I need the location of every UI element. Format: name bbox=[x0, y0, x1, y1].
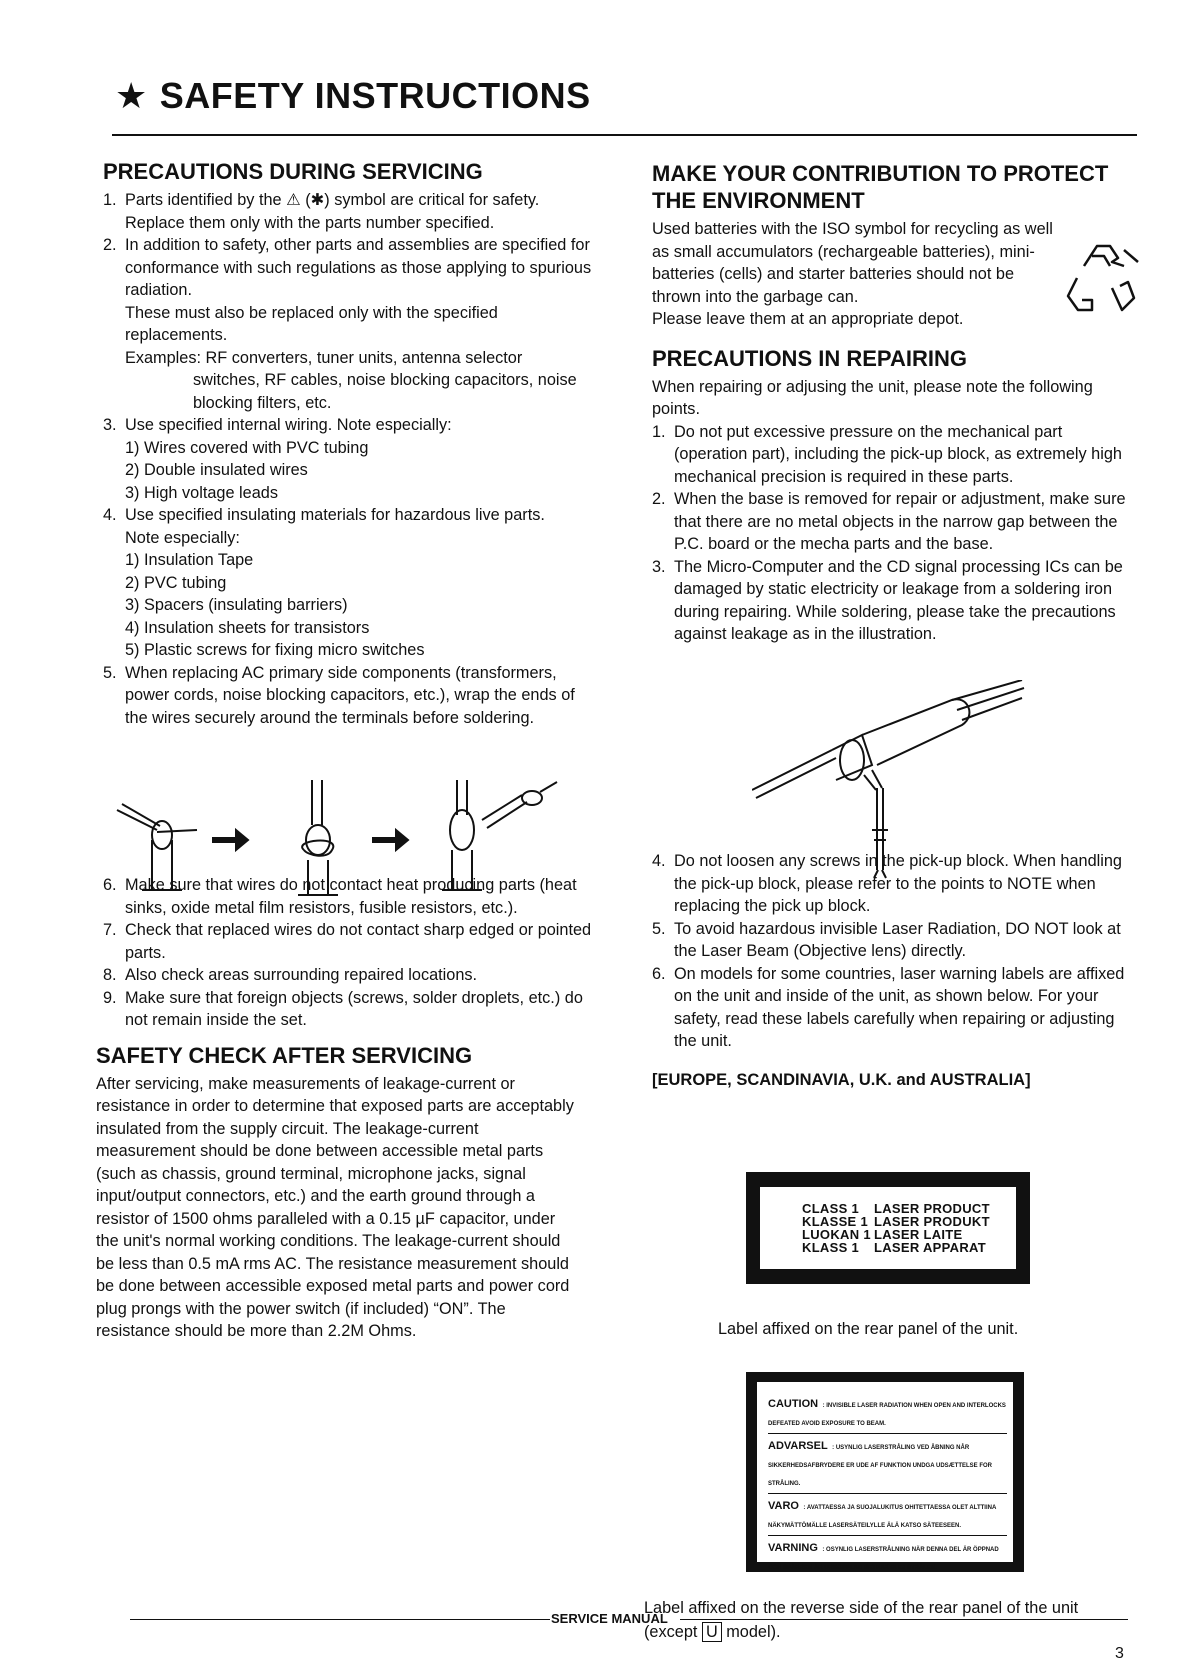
item-text: The Micro-Computer and the CD signal processing ICs can be damaged by static electricity or leakage from a soldering iron during repairing. While soldering, please take the precautions against leakage as in the illustration. bbox=[674, 557, 1123, 643]
footer-text: SERVICE MANUAL bbox=[551, 1611, 668, 1626]
label2-caption-c: model). bbox=[726, 1623, 781, 1641]
item-number: 4. bbox=[652, 852, 666, 870]
list-item bbox=[652, 556, 1140, 646]
item-text: Use specified insulating materials for hazardous live parts. bbox=[125, 506, 545, 524]
item-number: 1. bbox=[103, 191, 117, 209]
item-number: 6. bbox=[652, 964, 666, 983]
caution-text: : OSYNLIG LASERSTRÅLNING NÄR DENNA DEL ÄR ÖPPNAD OCH SPÄRREN ÄR URKOPPLAD BETRAKTA EJ STRÅLEN. bbox=[768, 1547, 999, 1571]
recycling-icon bbox=[1062, 238, 1142, 318]
laser-caution-label bbox=[746, 1372, 1024, 1572]
list-item bbox=[103, 874, 598, 919]
list-item bbox=[103, 189, 598, 234]
footer-rule-left bbox=[130, 1619, 550, 1620]
repairing-list bbox=[652, 421, 1140, 646]
title-rule bbox=[112, 134, 1137, 136]
label-row-class: KLASS 1 bbox=[802, 1240, 860, 1255]
item-number: 3. bbox=[652, 557, 666, 576]
caution-block bbox=[768, 1392, 1007, 1434]
list-item bbox=[652, 918, 1140, 963]
item-text: Replace them only with the parts number specified. bbox=[125, 213, 495, 232]
caution-text: : INVISIBLE LASER RADIATION WHEN OPEN AND INTERLOCKS DEFEATED AVOID EXPOSURE TO BEAM. bbox=[768, 1403, 1006, 1427]
precautions-servicing-heading: PRECAUTIONS DURING SERVICING bbox=[103, 159, 483, 184]
caution-block bbox=[768, 1494, 1007, 1536]
repairing-heading: PRECAUTIONS IN REPAIRING bbox=[652, 345, 967, 371]
item-number: 2. bbox=[103, 236, 117, 254]
label-row-class: KLASSE 1 bbox=[802, 1214, 868, 1229]
item-text: On models for some countries, laser warning labels are affixed on the unit and inside of the unit, as shown below. For your safety, read these labels carefully when repairing or adjusting the unit. bbox=[674, 964, 1125, 1050]
sub-item: 4) Insulation sheets for transistors bbox=[125, 618, 370, 637]
item-note: Note especially: bbox=[125, 528, 240, 547]
laser-class-label bbox=[746, 1172, 1030, 1284]
list-item bbox=[103, 919, 598, 964]
item-text: Make sure that foreign objects (screws, solder droplets, etc.) do not remain inside the set. bbox=[125, 988, 583, 1029]
label2-caption bbox=[644, 1596, 1144, 1644]
environment-text-2: Please leave them at an appropriate depot. bbox=[652, 310, 964, 328]
examples-body: switches, RF cables, noise blocking capacitors, noise blocking filters, etc. bbox=[193, 371, 577, 412]
item-text: Do not put excessive pressure on the mechanical part (operation part), including the pick-up block, as extremely high mechanical precision is required in these parts. bbox=[674, 422, 1122, 486]
item-number: 5. bbox=[103, 663, 117, 682]
footer-rule-right bbox=[680, 1619, 1128, 1620]
item-text: Make sure that wires do not contact heat producing parts (heat sinks, oxide metal film resistors, fusible resistors, etc.). bbox=[125, 876, 577, 917]
safety-check-text: After servicing, make measurements of leakage-current or resistance in order to determine that exposed parts are acceptably insulated from the supply circuit. The leakage-current measurement should be done between accessible metal parts (such as chassis, ground terminal, microphone jacks, signal input/output connectors, etc.) and the earth ground through a resistor of 1500 ohms paralleled with a 0.15 µF capacitor, under the unit's normal working conditions. The leakage-current should be less than 0.5 mA rms AC. The resistance measurement should be done between accessible exposed metal parts and power cord plug prongs with the power switch (if included) “ON”. The resistance should be more than 2.2M Ohms. bbox=[96, 1074, 574, 1340]
label-row-class: CLASS 1 bbox=[802, 1201, 860, 1216]
model-u-box: U bbox=[702, 1622, 722, 1642]
label-row-product: LASER LAITE bbox=[874, 1227, 963, 1242]
list-item bbox=[103, 504, 598, 549]
examples-label: Examples: RF converters, tuner units, antenna selector bbox=[125, 348, 523, 367]
item-number: 7. bbox=[103, 921, 117, 939]
item-number: 6. bbox=[103, 876, 117, 894]
servicing-list-cont bbox=[103, 874, 598, 1032]
page-title-text: SAFETY INSTRUCTIONS bbox=[159, 75, 591, 116]
sub-item: 5) Plastic screws for fixing micro switches bbox=[125, 641, 425, 659]
laser-class-label-inner bbox=[760, 1187, 1016, 1269]
sub-item: 2) PVC tubing bbox=[125, 573, 227, 592]
list-item bbox=[103, 987, 598, 1032]
list-item bbox=[103, 964, 598, 987]
item-text: When replacing AC primary side components (transformers, power cords, noise blocking capacitors, etc.), wrap the ends of the wires securely around the terminals before soldering. bbox=[125, 663, 575, 727]
sub-item: 2) Double insulated wires bbox=[125, 461, 308, 479]
item-text: Check that replaced wires do not contact sharp edged or pointed parts. bbox=[125, 921, 592, 962]
right-column-lower bbox=[652, 850, 1140, 1091]
item-number: 8. bbox=[103, 966, 117, 984]
caution-block bbox=[768, 1434, 1007, 1494]
caution-head: VARNING bbox=[768, 1542, 818, 1554]
sub-item: 3) Spacers (insulating barriers) bbox=[125, 596, 348, 614]
list-item bbox=[103, 662, 598, 730]
servicing-list-cont bbox=[103, 504, 598, 549]
label-row bbox=[802, 1241, 986, 1254]
item-number: 9. bbox=[103, 988, 117, 1007]
item-text: To avoid hazardous invisible Laser Radiation, DO NOT look at the Laser Beam (Objective lens) directly. bbox=[674, 919, 1121, 960]
label2-caption-b: (except bbox=[644, 1623, 698, 1641]
label-row-product: LASER PRODUKT bbox=[874, 1214, 990, 1229]
region-heading: [EUROPE, SCANDINAVIA, U.K. and AUSTRALIA] bbox=[652, 1070, 1031, 1089]
item-number: 1. bbox=[652, 422, 666, 441]
sub-item: 3) High voltage leads bbox=[125, 483, 278, 502]
star-icon: ★ bbox=[115, 75, 148, 116]
sub-item: 1) Insulation Tape bbox=[125, 551, 254, 569]
item-text: When the base is removed for repair or adjustment, make sure that there are no metal objects in the narrow gap between the P.C. board or the mecha parts and the base. bbox=[674, 490, 1126, 553]
item-number: 5. bbox=[652, 919, 666, 938]
servicing-list bbox=[103, 189, 598, 347]
item-text: Do not loosen any screws in the pick-up block. When handling the pick-up block, please refer to the points to NOTE when replacing the pick up block. bbox=[674, 852, 1122, 915]
caution-head: VARO bbox=[768, 1500, 799, 1512]
list-item bbox=[652, 488, 1140, 556]
item-number: 4. bbox=[103, 506, 117, 524]
repairing-intro: When repairing or adjusing the unit, please note the following points. bbox=[652, 377, 1093, 418]
left-column-lower bbox=[96, 874, 598, 1343]
item-text: These must also be replaced only with the specified replacements. bbox=[125, 303, 498, 344]
caution-head: CAUTION bbox=[768, 1398, 819, 1410]
caution-head: ADVARSEL bbox=[768, 1440, 828, 1452]
list-item bbox=[103, 234, 598, 347]
list-item bbox=[652, 421, 1140, 489]
label-row-product: LASER APPARAT bbox=[874, 1240, 986, 1255]
item-text: In addition to safety, other parts and assemblies are specified for conformance with such regulations as those applying to spurious radiation. bbox=[125, 236, 592, 299]
list-item bbox=[652, 850, 1140, 918]
repairing-list-cont bbox=[652, 850, 1140, 1053]
environment-heading: MAKE YOUR CONTRIBUTION TO PROTECT THE ENVIRONMENT bbox=[652, 161, 1109, 213]
label2-caption-a: Label affixed on the reverse side of the rear panel of the unit bbox=[644, 1599, 1079, 1617]
caution-block bbox=[768, 1536, 1007, 1577]
label-row-class: LUOKAN 1 bbox=[802, 1227, 871, 1242]
item-text: Also check areas surrounding repaired locations. bbox=[125, 966, 478, 984]
right-column bbox=[652, 160, 1140, 646]
sub-item: 1) Wires covered with PVC tubing bbox=[125, 438, 369, 457]
label1-caption: Label affixed on the rear panel of the unit. bbox=[718, 1320, 1019, 1338]
servicing-list-cont bbox=[103, 662, 598, 730]
caution-text: : AVATTAESSA JA SUOJALUKITUS OHITETTAESSA OLET ALTTIINA NÄKYMÄTTÖMÄLLE LASERSÄTEILYLLE ÄLÄ KATSO SÄTEESEEN. bbox=[768, 1505, 997, 1529]
laser-caution-label-inner bbox=[757, 1382, 1013, 1571]
environment-text: Used batteries with the ISO symbol for recycling as well as small accumulators (rechargeable batteries), mini-batteries (cells) and starter batteries should not be thrown into the garbage can. bbox=[652, 220, 1053, 306]
list-item bbox=[103, 414, 598, 437]
item-number: 3. bbox=[103, 416, 117, 434]
page-title bbox=[115, 75, 591, 117]
item-text: Use specified internal wiring. Note especially: bbox=[125, 416, 452, 434]
safety-check-heading: SAFETY CHECK AFTER SERVICING bbox=[96, 1042, 473, 1068]
caution-text: : USYNLIG LASERSTRÅLING VED ÅBNING NÅR SIKKERHEDSAFBRYDERE ER UDE AF FUNKTION UNDGA UDSÆTTELSE FOR STRÅLING. bbox=[768, 1445, 993, 1487]
item-text: Parts identified by the ⚠ (✱) symbol are critical for safety. bbox=[125, 191, 540, 209]
label-row-product: LASER PRODUCT bbox=[874, 1201, 990, 1216]
page-number: 3 bbox=[1115, 1645, 1124, 1662]
left-column bbox=[103, 158, 598, 729]
servicing-list-cont bbox=[103, 414, 598, 437]
list-item bbox=[652, 963, 1140, 1053]
item-number: 2. bbox=[652, 490, 666, 508]
